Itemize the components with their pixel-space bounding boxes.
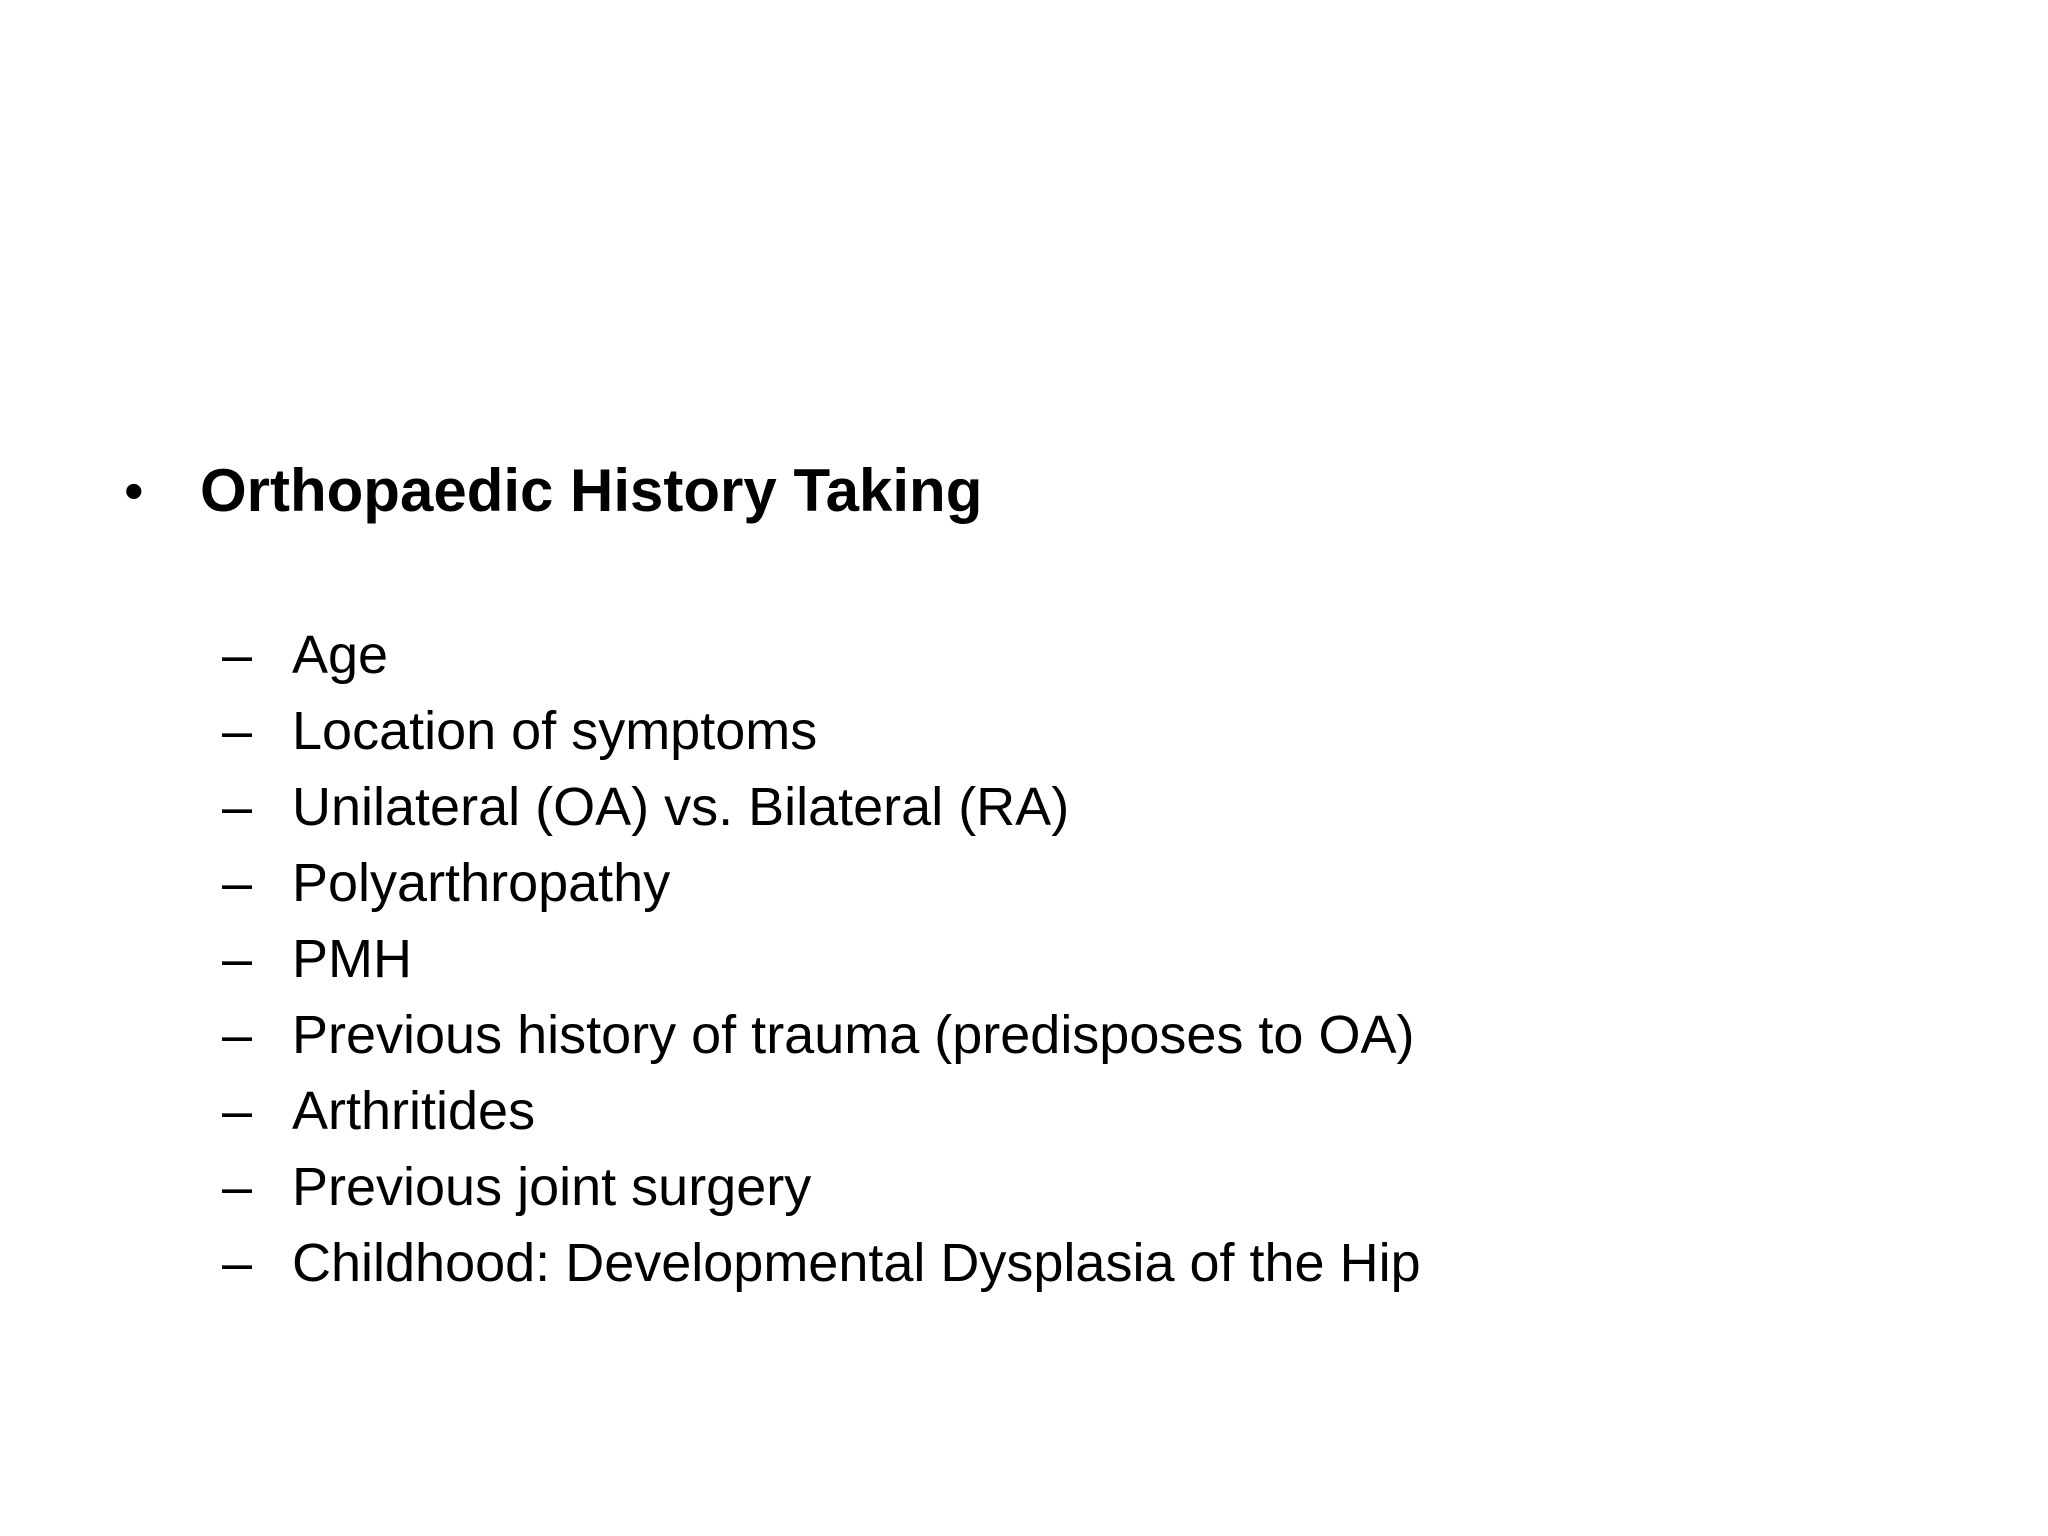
dash-icon: – [222, 853, 253, 913]
dash-icon: – [222, 929, 253, 989]
main-bullet [124, 446, 982, 536]
list-item [222, 769, 1421, 845]
list-item [222, 617, 1421, 693]
list-item-text: Arthritides [292, 1081, 536, 1141]
list-item [222, 921, 1421, 997]
list-item-text: Previous joint surgery [292, 1157, 812, 1217]
dash-icon: – [222, 1233, 253, 1293]
list-item-text: Childhood: Developmental Dysplasia of the Hip [292, 1233, 1421, 1293]
list-item-text: PMH [292, 929, 412, 989]
bullet-icon: • [124, 459, 144, 522]
dash-icon: – [222, 701, 253, 761]
list-item [222, 997, 1421, 1073]
sub-bullet-list [222, 617, 1421, 1301]
list-item-text: Previous history of trauma (predisposes to OA) [292, 1005, 1415, 1065]
list-item-text: Age [292, 625, 389, 685]
dash-icon: – [222, 777, 253, 837]
list-item-text: Polyarthropathy [292, 853, 671, 913]
list-item-text: Location of symptoms [292, 701, 818, 761]
dash-icon: – [222, 1005, 253, 1065]
dash-icon: – [222, 1081, 253, 1141]
list-item [222, 1073, 1421, 1149]
list-item [222, 845, 1421, 921]
list-item [222, 1225, 1421, 1301]
list-item [222, 693, 1421, 769]
list-item-text: Unilateral (OA) vs. Bilateral (RA) [292, 777, 1070, 837]
slide-heading: Orthopaedic History Taking [200, 457, 983, 524]
dash-icon: – [222, 625, 253, 685]
list-item [222, 1149, 1421, 1225]
dash-icon: – [222, 1157, 253, 1217]
